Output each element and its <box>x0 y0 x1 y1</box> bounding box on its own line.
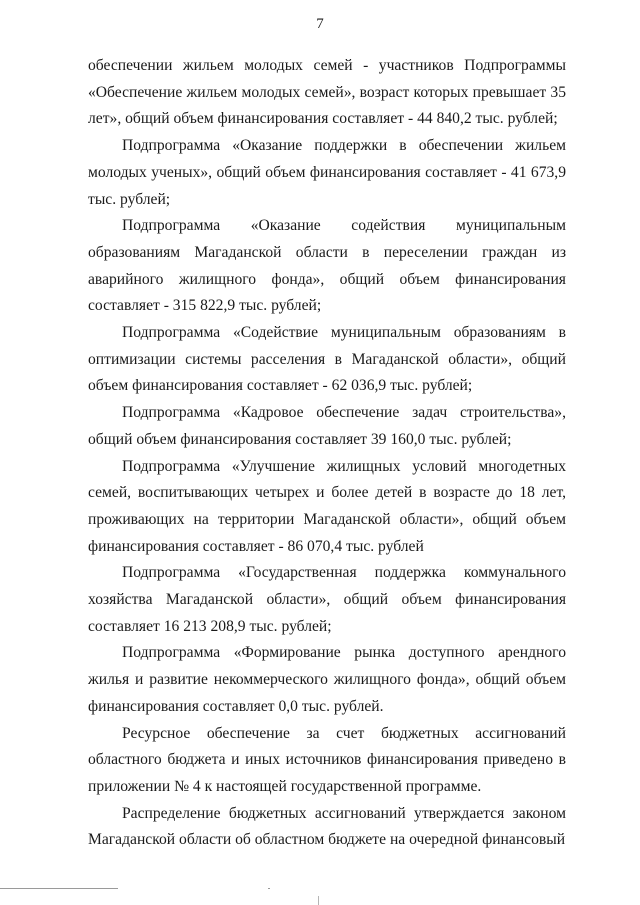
document-body <box>88 53 566 854</box>
page-number: 7 <box>316 16 324 32</box>
paragraph-subprogram-large-families: Подпрограмма «Улучшение жилищных условий многодетных семей, воспитывающих четырех и более детей в возрасте до 18 лет, проживающих на территории Магаданской области», общий объем финансирования составляет - 86 070,4 тыс. рублей <box>88 457 566 555</box>
scan-artifact-tick <box>318 896 319 905</box>
paragraph-resource-provision: Ресурсное обеспечение за счет бюджетных ассигнований областного бюджета и иных источников финансирования приведено в приложении № 4 к настоящей государственной программе. <box>88 724 566 795</box>
paragraph-subprogram-settlement-optimization: Подпрограмма «Содействие муниципальным образованиям в оптимизации системы расселения в Магаданской области», общий объем финансирования составляет - 62 036,9 тыс. рублей; <box>88 324 566 395</box>
paragraph-subprogram-resettlement-emergency-housing: Подпрограмма «Оказание содействия муниципальным образованиям Магаданской области в переселении граждан из аварийного жилищного фонда», общий объем финансирования составляет - 315 822,9 тыс. рублей; <box>88 217 566 315</box>
scan-artifact-dot <box>268 888 270 889</box>
paragraph-subprogram-rental-housing: Подпрограмма «Формирование рынка доступного арендного жилья и развитие некоммерческого жилищного фонда», общий объем финансирования составляет 0,0 тыс. рублей. <box>88 644 566 715</box>
paragraph-subprogram-construction-staffing: Подпрограмма «Кадровое обеспечение задач строительства», общий объем финансирования составляет 39 160,0 тыс. рублей; <box>88 404 566 448</box>
paragraph-budget-allocation: Распределение бюджетных ассигнований утверждается законом Магаданской области об областном бюджете на очередной финансовый <box>88 804 566 849</box>
paragraph-subprogram-young-scientists: Подпрограмма «Оказание поддержки в обеспечении жильем молодых ученых», общий объем финансирования составляет - 41 673,9 тыс. рублей; <box>88 137 566 208</box>
paragraph-continuation: обеспечении жильем молодых семей - участников Подпрограммы «Обеспечение жильем молодых семей», возраст которых превышает 35 лет», общий объем финансирования составляет - 44 840,2 тыс. рублей; <box>88 57 566 128</box>
paragraph-subprogram-communal-services: Подпрограмма «Государственная поддержка коммунального хозяйства Магаданской области», общий объем финансирования составляет 16 213 208,9 тыс. рублей; <box>88 564 566 635</box>
scan-artifact-line <box>0 888 118 889</box>
